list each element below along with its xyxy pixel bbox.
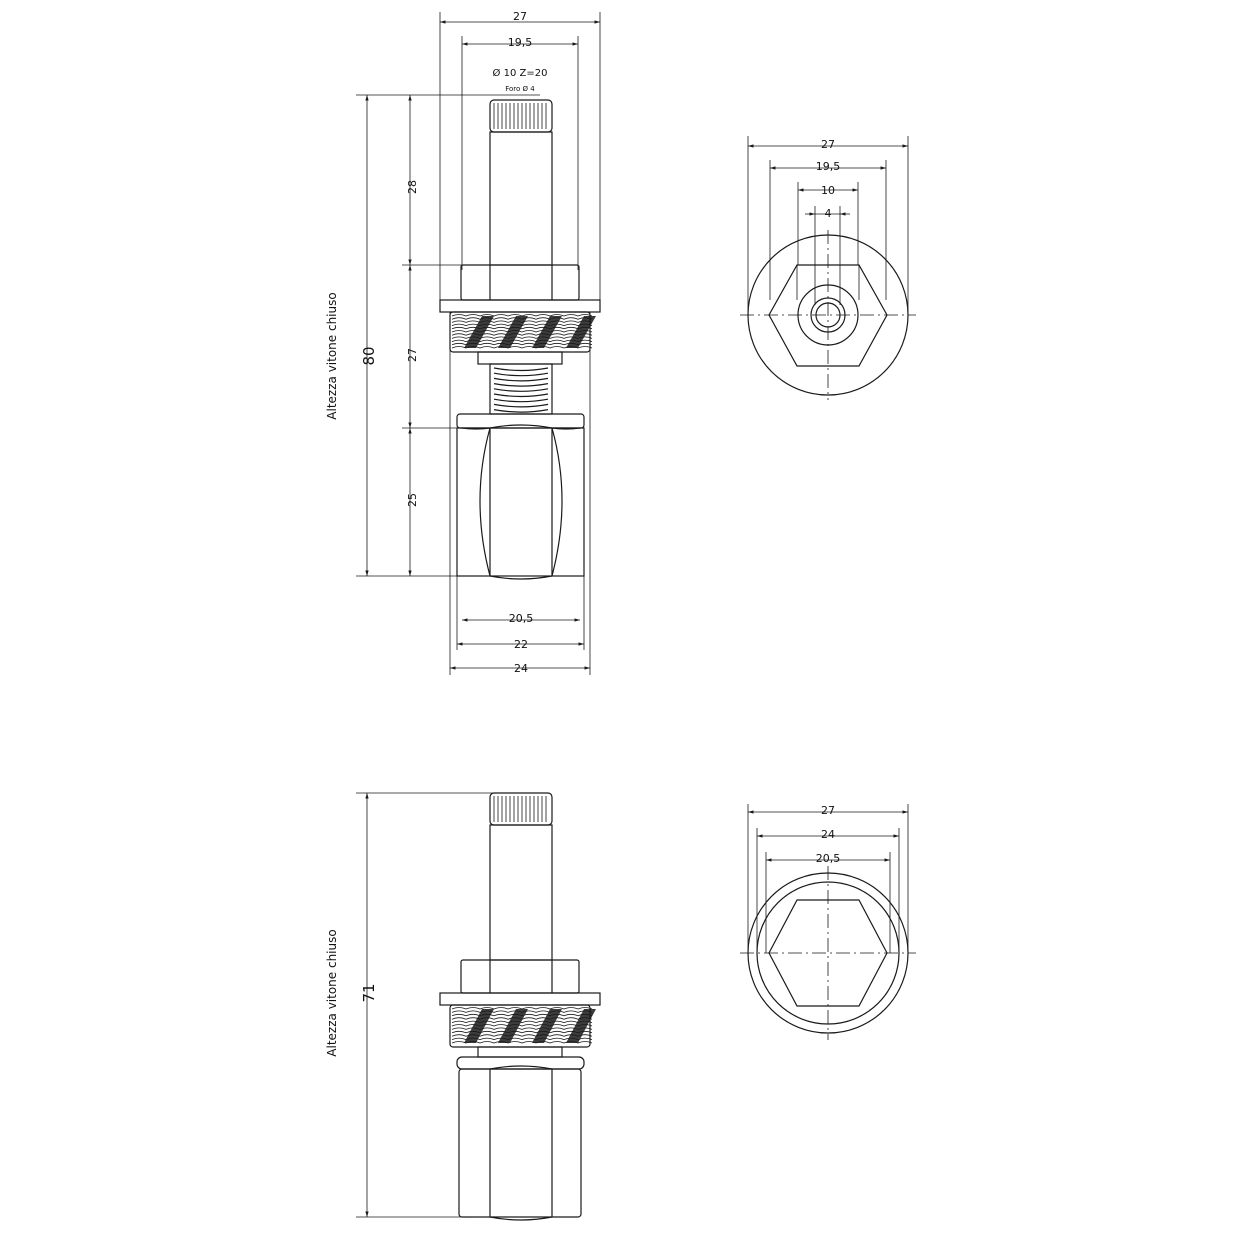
top-end-view xyxy=(740,136,916,400)
top-side-view xyxy=(325,10,600,675)
knurled-knob-bottom xyxy=(490,793,552,825)
threaded-section xyxy=(450,312,596,352)
cap-ring-bottom xyxy=(457,1057,584,1069)
threaded-section-bottom xyxy=(450,1005,596,1047)
bottom-end-view xyxy=(740,804,916,1040)
dim-seg-upper-label: 28 xyxy=(406,180,419,194)
dim-bottom-1-label: 20,5 xyxy=(508,612,534,625)
dim-segments xyxy=(402,95,462,576)
dim-top-inner-label: 19,5 xyxy=(507,36,533,49)
knurl-note: Ø 10 Z=20 xyxy=(492,68,548,79)
hex-nut-bottom xyxy=(461,960,579,993)
cap-ring xyxy=(457,414,584,428)
dim-seg-middle-label: 27 xyxy=(406,348,419,362)
dim-total-height-bottom-label: 71 xyxy=(360,983,378,1003)
bottom-end-dim-1-label: 27 xyxy=(821,804,835,817)
height-caption: Altezza vitone chiuso xyxy=(325,292,339,420)
spindle-bottom xyxy=(490,825,552,960)
end-dim-3-label: 10 xyxy=(821,184,835,197)
dim-bottom-widths xyxy=(450,312,590,675)
neck xyxy=(478,352,562,364)
lower-hex-body-bottom xyxy=(459,1066,581,1220)
dim-bottom-2-label: 22 xyxy=(514,638,528,651)
dim-bottom-3-label: 24 xyxy=(514,662,528,675)
bottom-end-dim-2-label: 24 xyxy=(821,828,835,841)
bottom-side-view xyxy=(325,793,600,1220)
knurled-knob xyxy=(490,100,552,132)
end-dim-4-label: 4 xyxy=(824,207,832,220)
spring xyxy=(490,364,552,414)
washer-plate xyxy=(440,300,600,312)
end-dim-1-label: 27 xyxy=(821,138,835,151)
height-caption-bottom: Altezza vitone chiuso xyxy=(325,929,339,1057)
dim-top-outer xyxy=(440,10,600,300)
hex-nut xyxy=(461,265,579,300)
bottom-end-dim-3-label: 20,5 xyxy=(815,852,841,865)
spindle xyxy=(490,132,552,265)
lower-hex-body xyxy=(457,425,584,579)
dim-seg-lower-label: 25 xyxy=(406,493,419,507)
dim-total-height-label: 80 xyxy=(360,346,378,366)
end-dim-2-label: 19,5 xyxy=(815,160,841,173)
washer-plate-bottom xyxy=(440,993,600,1005)
hole-note: Foro Ø 4 xyxy=(505,85,535,93)
dim-top-outer-label: 27 xyxy=(513,10,527,23)
neck-bottom xyxy=(478,1047,562,1057)
